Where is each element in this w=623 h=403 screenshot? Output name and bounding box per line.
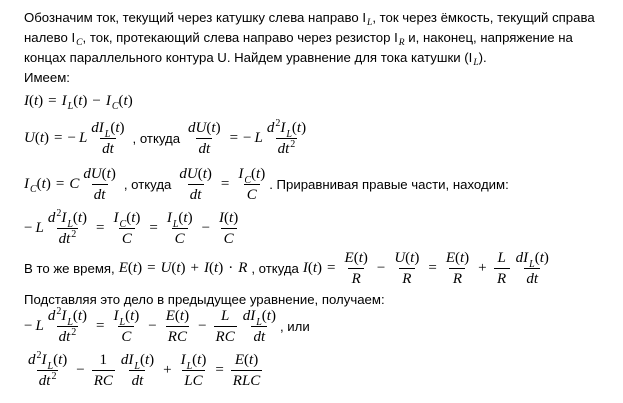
fraction-IL-C: $\frac{I_L(t)}{C}$ (166, 209, 193, 247)
equation-voltage-inductor: U ( t ) = − L $\frac{dI_L(t)}{dt}$ , откуда $\frac{dU(t)}{dt}$ = − L $\frac{d^2I_L(t)}{dt^2}$ (24, 117, 307, 157)
fraction-dU-dt: $\frac{dU(t)}{dt}$ (188, 119, 221, 157)
fraction-E-RC: $\frac{E(t)}{RC}$ (165, 307, 190, 345)
fraction-IL-LC: $\frac{I_L(t)}{LC}$ (180, 351, 207, 389)
equation-substituted: − L $\frac{d^2I_L(t)}{dt^2}$ = $\frac{I_L(t)}{C}$ − $\frac{E(t)}{RC}$ − $\frac{L}{RC}$ $\frac{dI_L(t)}{dt}$ , или (24, 305, 310, 345)
privnivaya-text: . Приравнивая правые части, находим: (269, 176, 509, 192)
fraction-U-R: $\frac{U(t)}{R}$ (394, 249, 420, 287)
fraction-dIL-dt-2: $\frac{dI_L(t)}{dt}$ (515, 249, 549, 287)
fraction-E-R-2: $\frac{E(t)}{R}$ (445, 249, 470, 287)
otkuda-text-1: , откуда (132, 130, 181, 146)
equation-equated: − L $\frac{d^2I_L(t)}{dt^2}$ = $\frac{I_C(t)}{C}$ = $\frac{I_L(t)}{C}$ − $\frac{I(t)}{C}$ (24, 207, 239, 247)
equation-emf: В то же время, E ( t ) = U ( t ) + I ( t ) · R , откуда I ( t ) = $\frac{E(t)}{R}$ − $\frac{U(t)}{R}$ = $\frac{E(t)}{R}$ + $\frac{L}{R}$ $\frac{dI_L(t)}{dt}$ (24, 249, 549, 287)
intro-text-3: , ток, протекающий слева направо через резистор I (82, 30, 398, 45)
fraction-d2IL-dt2-4: $\frac{d^2I_L(t)}{dt^2}$ (28, 349, 68, 389)
fraction-dU-dt-2: $\frac{dU(t)}{dt}$ (83, 165, 116, 203)
sub-L-1: L (367, 18, 373, 29)
sub-C-1: C (76, 38, 83, 49)
v-to-zhe-vremya-text: В то же время, (24, 260, 115, 276)
fraction-IC-C: $\frac{I_C(t)}{C}$ (238, 165, 266, 203)
intro-text-2: , ток через ёмкость, текущий справа налево I (24, 10, 595, 45)
fraction-dIL-dt: $\frac{dI_L(t)}{dt}$ (91, 119, 125, 157)
imeem-label: Имеем: (24, 70, 70, 85)
otkuda-text-3: , откуда (251, 260, 299, 276)
sub-L-2: L (473, 58, 479, 69)
fraction-E-RLC: $\frac{E(t)}{\text{RLC}}$ (232, 351, 261, 389)
equation-capacitor-current: I C ( t ) = C $\frac{dU(t)}{dt}$ , откуда $\frac{dU(t)}{dt}$ = $\frac{I_C(t)}{C}$ . Приравнивая правые части, находим: (24, 165, 509, 203)
podstavlyaya-text: Подставляя это дело в предыдущее уравнение, получаем: (24, 292, 385, 307)
fraction-IC-C-2: $\frac{I_C(t)}{C}$ (113, 209, 141, 247)
intro-paragraph (24, 9, 614, 86)
fraction-L-RC: $\frac{L}{RC}$ (215, 307, 235, 345)
equation-final: $\frac{d^2I_L(t)}{dt^2}$ − $\frac{1}{RC}$ $\frac{dI_L(t)}{dt}$ + $\frac{I_L(t)}{LC}$ = $\frac{E(t)}{\text{RLC}}$ (28, 349, 261, 389)
fraction-dIL-dt-3: $\frac{dI_L(t)}{dt}$ (242, 307, 276, 345)
intro-text-1: Обозначим ток, текущий через катушку слева направо I (24, 10, 367, 25)
ili-text: , или (279, 318, 310, 334)
fraction-I-C: $\frac{I(t)}{C}$ (219, 209, 239, 247)
fraction-IL-C-2: $\frac{I_L(t)}{C}$ (113, 307, 140, 345)
fraction-1-RC: $\frac{1}{RC}$ (93, 351, 113, 389)
fraction-d2IL-dt2-2: $\frac{d^2I_L(t)}{dt^2}$ (47, 207, 88, 247)
equation-current-sum: I ( t ) = I L ( t ) − I C ( t ) (24, 92, 133, 112)
fraction-L-R: $\frac{L}{R}$ (494, 249, 510, 288)
fraction-d2IL-dt2: $\frac{d^2I_L(t)}{dt^2}$ (266, 117, 307, 157)
intro-text-5: ). (478, 50, 487, 65)
fraction-E-R: $\frac{E(t)}{R}$ (344, 249, 368, 287)
otkuda-text-2: , откуда (123, 176, 172, 192)
intro-text-4: и, наконец, напряжение на концах параллельного контура U. Найдем уравнение для тока катушки (I (24, 30, 573, 65)
sub-R-1: R (398, 38, 405, 49)
fraction-dU-dt-3: $\frac{dU(t)}{dt}$ (179, 165, 212, 203)
fraction-dIL-dt-4: $\frac{dI_L(t)}{dt}$ (120, 351, 155, 389)
fraction-d2IL-dt2-3: $\frac{d^2I_L(t)}{dt^2}$ (47, 305, 88, 345)
